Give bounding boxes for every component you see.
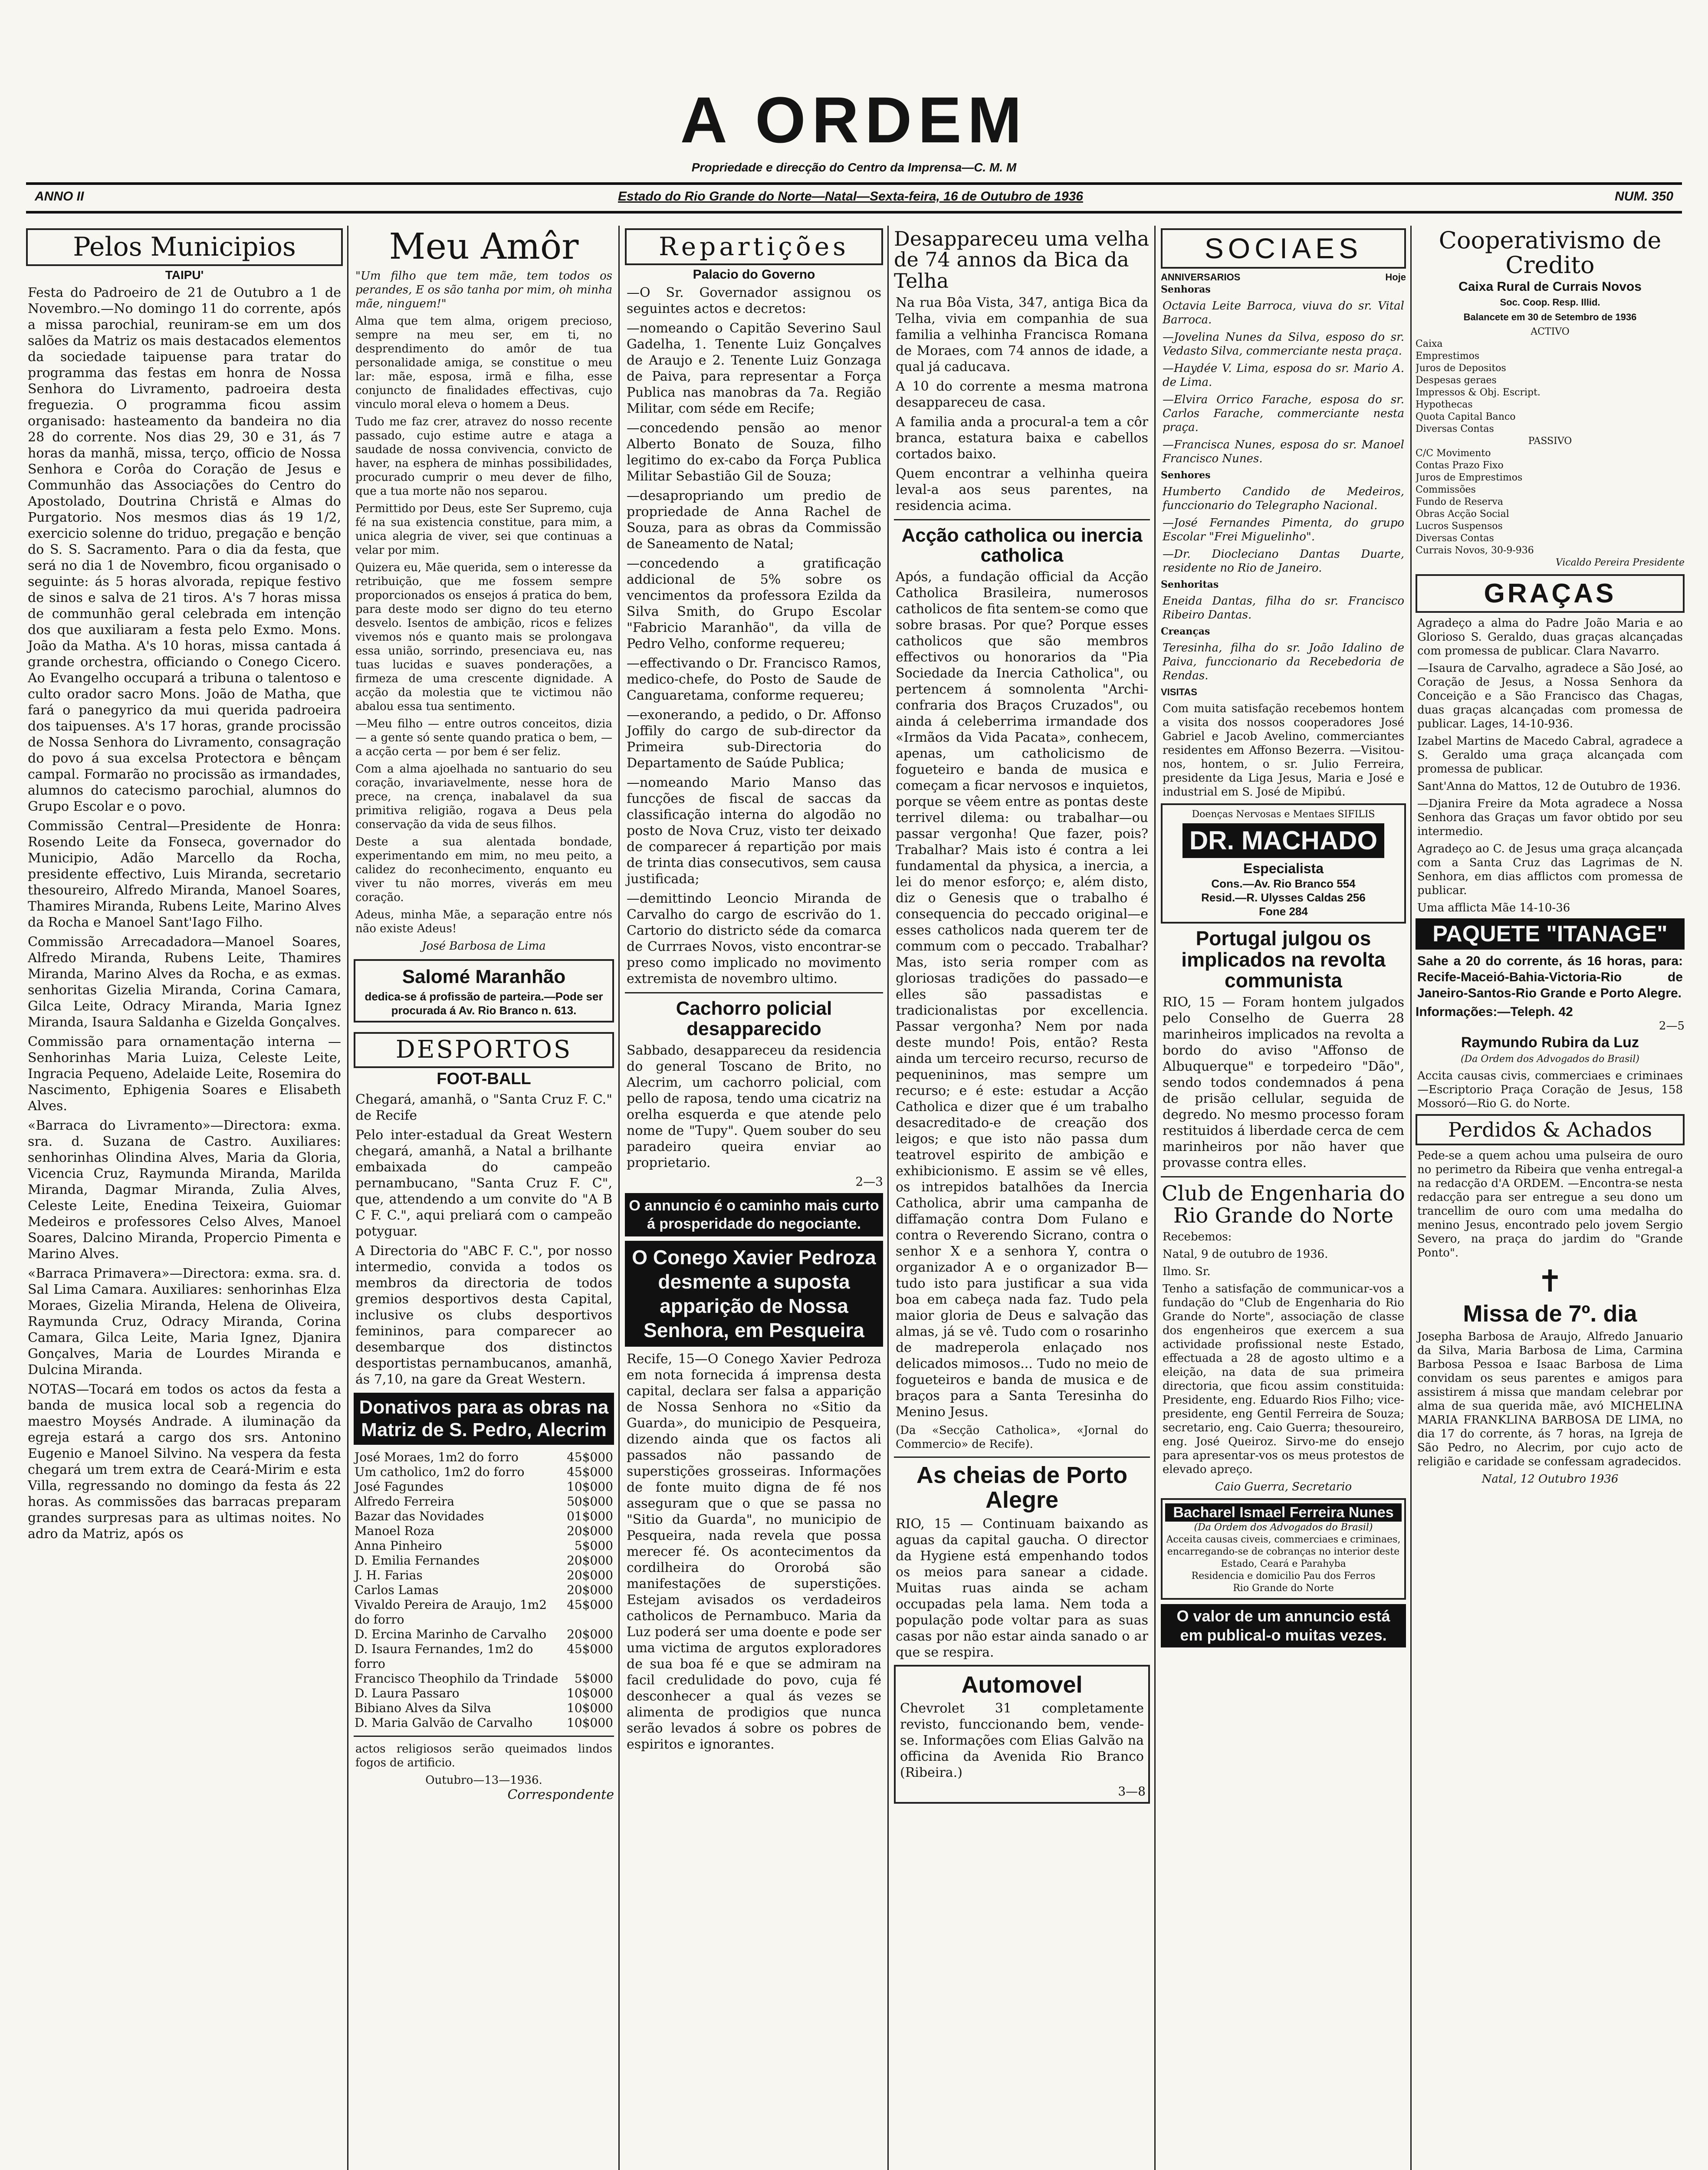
column-sociaes xyxy=(1161,226,1406,2170)
ad-raymundo-subtitle: (Da Ordem dos Advogados do Brasil) xyxy=(1461,1053,1639,1065)
donor-name: D. Ercina Marinho de Carvalho xyxy=(355,1627,547,1641)
section-title-desportos: DESPORTOS xyxy=(354,1032,614,1068)
donations-title: Donativos para as obras na Matriz de S. Pedro, Alecrim xyxy=(354,1393,614,1445)
column-desappareceu xyxy=(894,226,1150,2170)
ad-address: Rio Grande do Norte xyxy=(1233,1582,1334,1594)
donation-value: 20$000 xyxy=(567,1627,613,1641)
article-paragraph: Recebemos: xyxy=(1163,1230,1232,1243)
article-paragraph: Commissão para ornamentação interna — Senhorinhas Maria Luiza, Celeste Leite, Ingracia Pequeno, Adelaide Leite, Rosemira do Nascimento, Ephigenia Soares e Elisabeth Alves. xyxy=(28,1034,341,1114)
article-paragraph: —concedendo a gratificação addicional de 5% sobre os vencimentos da professora Ezilda da Silva Smith, do Grupo Escolar "Fabricio Maranhão", da villa de Pedro Velho, conforme requereu; xyxy=(627,556,881,652)
section-subtitle: Palacio do Governo xyxy=(693,267,815,282)
ad-paquete-info: Informações:—Teleph. 42 xyxy=(1416,1004,1573,1019)
donation-row xyxy=(354,1642,614,1671)
article-paragraph: Pelo inter-estadual da Great Western chegará, amanhã, a Natal a brilhante embaixada do campeão pernambucano, "Santa Cruz F. C", que, attendendo a um convite do "A B C F. C.", aqui preliará com o campeão potyguar. xyxy=(355,1127,612,1239)
donor-name: D. Isaura Fernandes, 1m2 do forro xyxy=(355,1641,533,1671)
balance-row: Emprestimos xyxy=(1416,350,1480,362)
article-paragraph: Tudo me faz crer, atravez do nosso recente passado, cujo estime autre e ataga a saudade de nossa convivencia, convicto de haver, na esphera de minhas possibilidades, procurado cumprir o meu dever de filho, que a tua morte não nos separou. xyxy=(355,415,612,498)
article-title-meu-amor: Meu Amôr xyxy=(389,226,579,267)
ad-subtitle: Especialista xyxy=(1243,861,1324,877)
donation-row xyxy=(354,1539,614,1553)
donor-name: Manoel Roza xyxy=(355,1523,435,1538)
donation-row xyxy=(354,1686,614,1701)
social-entry: Teresinha, filha do sr. João Idalino de Paiva, funccionario da Recebedoria de Rendas. xyxy=(1163,641,1404,683)
column-cooperativismo xyxy=(1416,226,1685,2170)
donation-value: 10$000 xyxy=(567,1715,613,1730)
donation-value: 20$000 xyxy=(567,1582,613,1597)
ad-title: Salomé Maranhão xyxy=(402,966,566,988)
article-paragraph: —Meu filho — entre outros conceitos, dizia — a gente só sente quando pratica o bem, — a acção certa — por bem é ser feliz. xyxy=(355,717,612,759)
donor-name: Francisco Theophilo da Trindade xyxy=(355,1671,558,1686)
article-paragraph: Tenho a satisfação de communicar-vos a fundação do "Club de Engenharia do Rio Grande do Norte", associação de classe dos engenheiros que exercem a sua actividade profissional neste Estado, effectuada a 28 de agosto ultimo e a eleição, na data de sua primeira directoria, que ficou assim constituida: Presidente, eng. Eduardo Rios Filho; vice-presidente, eng Gentil Ferreira de Souza; secretario, eng. Caio Guerra; thesoureiro, eng. José Queiroz. Sirvo-me do ensejo para apresentar-vos os meus protestos de elevado apreço. xyxy=(1163,1282,1404,1476)
gracas-entry: Sant'Anna do Mattos, 12 de Outubro de 1936. xyxy=(1417,779,1681,793)
anniversaries-header xyxy=(1161,271,1406,283)
balance-row: Commissões xyxy=(1416,484,1476,495)
balance-row: Despesas geraes xyxy=(1416,375,1497,386)
donation-row xyxy=(354,1450,614,1465)
ad-reference: 3—8 xyxy=(1118,1784,1146,1799)
article-paragraph: Alma que tem alma, origem precioso, sempre na meu ser, em ti, no desprendimento do amôr de tua personalidade amiga, se constitue o meu lar: mãe, esposa, irmã e filha, esse conjuncto de finalidades effectivas, cujo vinculo moral eleva o homem a Deus. xyxy=(355,315,612,411)
article-paragraph: —O Sr. Governador assignou os seguintes actos e decretos: xyxy=(627,285,881,317)
balance-row: Hypothecas xyxy=(1416,399,1473,410)
balance-row: Obras Acção Social xyxy=(1416,508,1509,519)
article-title-missa: Missa de 7º. dia xyxy=(1463,1300,1637,1327)
ad-address: Residencia e domicilio Pau dos Ferros xyxy=(1191,1570,1376,1581)
ad-raymundo-title: Raymundo Rubira da Luz xyxy=(1461,1034,1639,1051)
issue-year: ANNO II xyxy=(35,189,84,204)
section-title-cooperativismo: Cooperativismo de Credito xyxy=(1439,227,1662,279)
gracas-entry: Uma afflicta Mãe 14-10-36 xyxy=(1417,901,1570,914)
article-paragraph: «Barraca do Livramento»—Directora: exma. sra. d. Suzana de Castro. Auxiliares: senhorinhas Olindina Alves, Maria da Gloria, Vicencia Cruz, Raymunda Miranda, Marilda Miranda, Dagmar Miranda, Zulia Alves, Celeste Leite, Enedina Teixeira, Guiomar Medeiros e professores Celso Alves, Manoel Soares, Dalcino Miranda, Propercio Pimenta e Marino Alves. xyxy=(28,1118,341,1262)
donor-name: José Moraes, 1m2 do forro xyxy=(355,1450,519,1464)
group-label: Senhores xyxy=(1161,470,1211,481)
donor-name: Alfredo Ferreira xyxy=(355,1494,455,1509)
donation-value: 5$000 xyxy=(574,1538,613,1553)
article-title-accao: Acção catholica ou inercia catholica xyxy=(901,524,1143,566)
balance-row: Impressos & Obj. Escript. xyxy=(1416,387,1540,398)
article-paragraph: RIO, 15 — Foram hontem julgados pelo Conselho de Guerra 28 marinheiros implicados na revolta a bordo do aviso "Affonso de Albuquerque" e torpedeiro "Dão", sendo todos condemnados á pena de prisão cellular, seguida de degredo. No mesmo processo foram restituidos á liberdade cerca de cem marinheiros por não haver que provasse contra elles. xyxy=(1163,995,1404,1171)
donation-value: 10$000 xyxy=(567,1479,613,1494)
balance-row: Juros de Emprestimos xyxy=(1416,472,1523,483)
gracas-entry: Agradeço ao C. de Jesus uma graça alcançada com a Santa Cruz das Lagrimas de N. Senhora, em dias afflictos com promessa de publicar. xyxy=(1417,842,1683,897)
section-title-reparticoes: Repartições xyxy=(625,228,883,265)
article-paragraph: —exonerando, a pedido, o Dr. Affonso Joffily do cargo de sub-director da Primeira sub-Directoria do Departamento de Saúde Publica; xyxy=(627,707,881,771)
article-date: Natal, 9 de outubro de 1936. xyxy=(1163,1247,1328,1261)
social-entry: —José Fernandes Pimenta, do grupo Escolar "Frei Miguelinho". xyxy=(1163,516,1404,544)
ad-title: DR. MACHADO xyxy=(1182,823,1384,858)
caixa-title: Caixa Rural de Currais Novos xyxy=(1458,279,1642,294)
article-paragraph: —nomeando Mario Manso das funcções de fiscal de saccas da classificação interna do algodão no posto de Nova Cruz, visto ter deixado de comparecer á repartição por mais de trinta dias consecutivos, sem causa justificada; xyxy=(627,775,881,887)
article-paragraph: Adeus, minha Mãe, a separação entre nós não existe Adeus! xyxy=(355,908,612,936)
article-title-cachorro: Cachorro policial desapparecido xyxy=(676,998,832,1039)
donation-row xyxy=(354,1568,614,1583)
ad-paquete-title: PAQUETE "ITANAGE" xyxy=(1416,918,1685,950)
column-reparticoes xyxy=(625,226,883,2170)
article-paragraph: A 10 do corrente a mesma matrona desappareceu de casa. xyxy=(896,378,1148,410)
article-date: Natal, 12 Outubro 1936 xyxy=(1481,1472,1619,1486)
section-subtitle: FOOT-BALL xyxy=(437,1070,531,1088)
donation-value: 50$000 xyxy=(567,1494,613,1509)
column-municipios xyxy=(26,226,343,2170)
article-paragraph: —effectivando o Dr. Francisco Ramos, medico-chefe, do Posto de Saude de Canguaretama, conforme requereu; xyxy=(627,656,881,704)
ad-subtitle: (Da Ordem dos Advogados do Brasil) xyxy=(1194,1522,1373,1533)
ad-phone: Fone 284 xyxy=(1259,905,1308,918)
column-rule xyxy=(347,226,348,2170)
ad-annuncio: O annuncio é o caminho mais curto á prosperidade do negociante. xyxy=(625,1193,883,1236)
donation-row xyxy=(354,1716,614,1730)
today-label: Hoje xyxy=(1385,272,1406,283)
article-paragraph: Quem encontrar a velhinha queira leval-a aos seus parentes, na residencia acima. xyxy=(896,466,1148,513)
ad-reference: 2—5 xyxy=(1659,1019,1685,1032)
newspaper-title: A ORDEM xyxy=(680,83,1028,156)
ad-body: Chevrolet 31 completamente revisto, funccionando bem, vende-se. Informações com Elias Galvão na officina da Avenida Rio Branco (Ribeira.) xyxy=(900,1701,1144,1781)
ad-specialty: Doenças Nervosas e Mentaes SIFILIS xyxy=(1192,809,1375,820)
issue-date: Estado do Rio Grande do Norte—Natal—Sexta-feira, 16 de Outubro de 1936 xyxy=(618,189,1083,204)
social-entry: —Dr. Diocleciano Dantas Duarte, residente no Rio de Janeiro. xyxy=(1163,548,1404,575)
divider xyxy=(354,1736,614,1737)
donation-value: 20$000 xyxy=(567,1553,613,1568)
column-rule xyxy=(887,226,889,2170)
social-entry: —Francisca Nunes, esposa do sr. Manoel Francisco Nunes. xyxy=(1163,438,1404,466)
donation-value: 20$000 xyxy=(567,1568,613,1582)
divider xyxy=(625,992,883,993)
donation-row xyxy=(354,1465,614,1480)
gracas-entry: Agradeço a alma do Padre João Maria e ao Glorioso S. Geraldo, duas graças alcançadas com promessa de publicar. Clara Navarro. xyxy=(1417,616,1683,658)
signature: José Barbosa de Lima xyxy=(422,940,546,953)
column-rule xyxy=(1154,226,1156,2170)
article-paragraph: Recife, 15—O Conego Xavier Pedroza em nota fornecida á imprensa desta capital, declara ser falsa a apparição de Nossa Senhora no «Sitio da Guarda», do municipio de Pesqueira, dizendo ainda que os factos ali passados não passando de superstições grosseiras. Informações de fonte muito digna de fé nos asseguram que o que se passa no "Sitio da Guarda", no municipio de Pesqueira, nada revela que possa merecer fé. Os acontecimentos da cordilheira do Ororobá são manifestações de superstições. Estejam avisados os verdadeiros catholicos de Pernambuco. Maria da Luz poderá ser uma doente e pode ser uma victima de argutos exploradores de sua boa fé e que se admiram na facil credulidade do povo, cuja fé desconhecer a qual ás vezes se alimenta de prodigios que nunca serão levados á sobre os pobres de espiritos e ignorantes. xyxy=(627,1351,881,1752)
section-title-gracas: GRAÇAS xyxy=(1416,574,1685,613)
article-paragraph: A familia anda a procural-a tem a côr branca, estatura baixa e cabellos cortados baixo. xyxy=(896,414,1148,462)
ad-paquete-body: Sahe a 20 do corrente, ás 16 horas, para: Recife-Maceió-Bahia-Victoria-Rio de Janeiro-Santos-Rio Grande e Porto Alegre. xyxy=(1417,953,1683,1000)
article-title-velha: Desappareceu uma velha de 74 annos da Bica da Telha xyxy=(894,227,1150,293)
social-entry: Octavia Leite Barroca, viuva do sr. Vital Barroca. xyxy=(1163,299,1404,327)
social-entry: Humberto Candido de Medeiros, funccionario do Telegrapho Nacional. xyxy=(1163,485,1404,513)
social-entry: —Jovelina Nunes da Silva, esposo do sr. Vedasto Silva, commerciante nesta praça. xyxy=(1163,331,1404,358)
article-title-cheias: As cheias de Porto Alegre xyxy=(916,1462,1128,1513)
balance-row: Diversas Contas xyxy=(1416,423,1494,434)
signature: Caio Guerra, Secretario xyxy=(1215,1480,1352,1493)
group-label: Creanças xyxy=(1161,626,1210,638)
donor-name: J. H. Farias xyxy=(355,1568,423,1582)
donor-name: Bazar das Novidades xyxy=(355,1509,484,1523)
article-paragraph: Ilmo. Sr. xyxy=(1163,1265,1211,1278)
donation-row xyxy=(354,1583,614,1598)
correspondent-sign: Correspondente xyxy=(507,1787,614,1802)
ad-title: Bacharel Ismael Ferreira Nunes xyxy=(1165,1503,1402,1522)
donation-row xyxy=(354,1671,614,1686)
article-title-club: Club de Engenharia do Rio Grande do Norte xyxy=(1162,1181,1405,1228)
ad-address: Resid.—R. Ulysses Caldas 256 xyxy=(1201,891,1366,904)
epigraph: "Um filho que tem mãe, tem todos os perandes, E os são tanha por mim, oh minha mãe, ninguem!" xyxy=(355,270,612,311)
section-title-municipios: Pelos Municipios xyxy=(26,228,343,266)
ad-reference: 2—3 xyxy=(855,1174,883,1189)
balance-row: Caixa xyxy=(1416,338,1443,349)
article-date: Outubro—13—1936. xyxy=(425,1773,542,1787)
donation-row xyxy=(354,1553,614,1568)
article-paragraph: Permittido por Deus, este Ser Supremo, cuja fé na sua existencia constitue, para mim, a unica alegria de viver, sei que continuas a velar por mim. xyxy=(355,502,612,557)
activo-label: ACTIVO xyxy=(1531,326,1570,337)
ad-body: dedica-se á profissão de parteira.—Pode ser procurada á Av. Rio Branco n. 613. xyxy=(365,990,603,1017)
issue-number: NUM. 350 xyxy=(1614,189,1673,204)
donation-value: 10$000 xyxy=(567,1686,613,1700)
article-paragraph: Commissão Arrecadadora—Manoel Soares, Alfredo Miranda, Rubens Leite, Thamires Miranda, Marino Alves da Rocha, e as exmas. senhoritas Gizelia Miranda, Corina Camara, Gilca Leite, Odracy Miranda, Maria Ignez Miranda, Isaura Saldanha e Gizelda Gonçalves. xyxy=(28,934,341,1030)
balance-row: Juros de Depositos xyxy=(1416,362,1506,374)
donation-value: 45$000 xyxy=(567,1464,613,1479)
article-paragraph: «Barraca Primavera»—Directora: exma. sra. d. Sal Lima Camara. Auxiliares: senhorinhas Elza Moraes, Gizelia Miranda, Helena de Oliveira, Raymunda Cruz, Odracy Miranda, Corina Camara, Gilca Leite, Maria Ignez, Djanira Gonçalves, Maria de Lourdes Miranda e Dulcina Miranda. xyxy=(28,1266,341,1378)
donor-name: D. Laura Passaro xyxy=(355,1686,460,1700)
newspaper-subtitle: Propriedade e direcção do Centro da Imprensa—C. M. M xyxy=(691,161,1017,174)
balance-row: Lucros Suspensos xyxy=(1416,520,1503,532)
passivo-list xyxy=(1416,447,1685,545)
donor-name: Bibiano Alves da Silva xyxy=(355,1700,491,1715)
article-paragraph: actos religiosos serão queimados lindos fogos de artificio. xyxy=(355,1742,612,1769)
balance-row: Contas Prazo Fixo xyxy=(1416,460,1504,471)
column-rule xyxy=(618,226,620,2170)
article-paragraph: Commissão Central—Presidente de Honra: Rosendo Leite da Fonseca, governador do Municipio, Adão Marcello da Rocha, presidente effectivo, Luis Miranda, secretario thesoureiro, Alfredo Miranda, Manoel Soares, Thamires Miranda, Rubens Leite, Marino Alves da Rocha e Manoel Sant'Iago Filho. xyxy=(28,819,341,930)
column-meu-amor xyxy=(354,226,614,2170)
visitas-label: VISITAS xyxy=(1161,687,1197,698)
article-paragraph: Deste a sua alentada bondade, experimentando em mim, no meu peito, a calidez do reconhecimento, enquanto eu viver tu não morres, viverás em meu coração. xyxy=(355,835,612,904)
donation-value: 10$000 xyxy=(567,1700,613,1715)
ad-raymundo-body: Accita causas civis, commerciaes e criminaes—Escriptorio Praça Coração de Jesus, 158 Mossoró—Rio G. do Norte. xyxy=(1417,1069,1683,1110)
section-title-sociaes: SOCIAES xyxy=(1161,228,1406,269)
donation-value: 45$000 xyxy=(567,1450,613,1464)
donor-name: Anna Pinheiro xyxy=(355,1538,442,1553)
article-lede: Chegará, amanhã, o "Santa Cruz F. C." de Recife xyxy=(355,1092,612,1123)
gracas-entry: —Isaura de Carvalho, agradece a São José, ao Coração de Jesus, a Nossa Senhora da Conceição e a São Francisco das Chagas, duas graças alcançadas com promessa de publicar. Lages, 14-10-936. xyxy=(1417,661,1683,730)
donor-name: Vivaldo Pereira de Araujo, 1m2 do forro xyxy=(355,1597,547,1627)
section-title-perdidos: Perdidos & Achados xyxy=(1416,1114,1685,1145)
article-paragraph: Após, a fundação official da Acção Catholica Brasileira, numerosos catholicos de fita sentem-se como que sobre brasas. Por que? Porque esses catholicos que são membros effectivos ou honorarios da "Pia Sociedade da Inercia Catholica", ou pertencem á somnolenta "Archi-confraria dos Braços Cruzados", ou ainda á celeberrima irmandade dos «Irmãos da Vida Pacata», conhecem, apenas, um catholicismo de fogueteiro e banda de musica e começam a ficar nervosos e inquietos, porque se vêem entre as pontas deste terrivel dilema: ou trabalhar—ou passar vergonha! Que fazer, pois? Trabalhar? Mais isto é contra a lei fundamental da physica, a inercia, a lei do menor esforço; e, além disto, diz o Genesis que o trabalho é consequencia do peccado original—e esses catholicos nada querem ter de commum com o peccado. Trabalhar? Mas, isto seria romper com as gloriosas tradições do passado—e elles são passadistas e tradicionalistas por excellencia. Passar vergonha? Nem por nada deste mundo! Pois, então? Resta ainda um terceiro recurso, recurso de pequenininos, mas sempre um recurso; e é este: estudar a Acção Catholica e dizer que é um trabalho desacreditado-e de creação dos leigos; e que isto não passa dum teatrovel espirito de ambição e exhibicionismo. E assim se vê elles, os intrepidos batalhões da Inercia Catholica, abrir uma campanha de diffamação contra Dom Fulano e contra o Reverendo Sicrano, contra o senhor X e a senhora Y, contra o organizador A e o organizador B—tudo isto para justificar a sua vida boa em cabeça nada faz. Tudo pela maior gloria de Deus e salvação das almas, já se vê. Tudo com o rosarinho de madreperola enlaçado nos delicados mimosos... Tudo no meio de fogueteiros e banda de musica e de braços para a Santa Teresinha do Menino Jesus. xyxy=(896,569,1148,1420)
gracas-entry: Izabel Martins de Macedo Cabral, agradece a S. Geraldo uma graça alcançada com promessa de publicar. xyxy=(1417,734,1683,776)
article-source: (Da «Secção Catholica», «Jornal do Commercio» de Recife). xyxy=(896,1424,1148,1451)
donation-row xyxy=(354,1701,614,1716)
donation-row xyxy=(354,1598,614,1627)
caixa-subtitle: Soc. Coop. Resp. Illid. xyxy=(1500,296,1600,308)
donation-value: 45$000 xyxy=(567,1641,613,1656)
donor-name: Carlos Lamas xyxy=(355,1582,439,1597)
balancete-title: Balancete em 30 de Setembro de 1936 xyxy=(1463,311,1637,322)
social-entry: —Elvira Orrico Farache, esposa do sr. Carlos Farache, commerciante nesta praça. xyxy=(1163,393,1404,434)
donation-value: 5$000 xyxy=(574,1671,613,1686)
social-entry: Eneida Dantas, filha do sr. Francisco Ribeiro Dantas. xyxy=(1163,595,1404,622)
donor-name: D. Emilia Fernandes xyxy=(355,1553,480,1568)
article-title-portugal: Portugal julgou os implicados na revolta communista xyxy=(1181,927,1386,992)
balancete-signature: Vicaldo Pereira Presidente xyxy=(1555,557,1685,568)
article-paragraph: —concedendo pensão ao menor Alberto Bonato de Souza, filho legitimo do ex-cabo da Força Publica Militar Sebastião Gil de Souza; xyxy=(627,421,881,484)
balance-row: Quota Capital Banco xyxy=(1416,411,1516,422)
article-paragraph: Sabbado, desappareceu da residencia do general Toscano de Brito, no Alecrim, um cachorro policial, com pello de raposa, tendo uma cicatriz na orelha esquerda e que atende pelo nome de "Tupy". Quem souber do seu paradeiro queira enviar ao proprietario. xyxy=(627,1042,881,1170)
cross-icon: ✝ xyxy=(1537,1263,1563,1299)
group-label: Senhoras xyxy=(1161,284,1211,296)
donation-value: 01$000 xyxy=(567,1509,613,1523)
article-paragraph: —nomeando o Capitão Severino Saul Gadelha, 1. Tenente Luiz Gonçalves de Araujo e 2. Tenente Luiz Gonzaga de Paiva, para representar a Força Publica nas manobras da 7a. Região Militar, com séde em Recife; xyxy=(627,321,881,417)
article-paragraph: —desapropriando um predio de propriedade de Anna Rachel de Souza, para as obras da Commissão de Saneamento de Natal; xyxy=(627,488,881,552)
anniversaries-label: ANNIVERSARIOS xyxy=(1161,272,1241,283)
article-title-xavier: O Conego Xavier Pedroza desmente a suposta apparição de Nossa Senhora, em Pesqueira xyxy=(625,1241,883,1347)
donor-name: D. Maria Galvão de Carvalho xyxy=(355,1715,533,1730)
article-paragraph: Pede-se a quem achou uma pulseira de ouro no perimetro da Ribeira que venha entregal-a na redacção d'A ORDEM. —Encontra-se nesta redacção para ser entregue a seu dono um trancellim de ouro com uma medalha do menino Jesus, encontrado pelo jovem Sergio Severo, na praça do jardim do "Grande Ponto". xyxy=(1417,1149,1683,1259)
place-heading: TAIPU' xyxy=(165,268,204,282)
article-paragraph: —demittindo Leoncio Miranda de Carvalho do cargo de escrivão do 1. Cartorio do districto séde da comarca de Currraes Novos, visto encontrar-se preso como implicado no movimento extremista de novembro ultimo. xyxy=(627,891,881,987)
donation-row xyxy=(354,1524,614,1539)
ad-address: Cons.—Av. Rio Branco 554 xyxy=(1211,877,1356,891)
article-paragraph: Quizera eu, Mãe querida, sem o interesse da retribuição, que me fossem sempre proporcionados os ensejos á pratica do bem, para deste modo ser digno do teu eterno desvelo. Isentos de ambição, ricos e felizes vivemos nós e quanto mais se prolongava essa união, sorrindo, presenciava eu, nas tuas lucidas e suaves ponderações, a firmeza de uma crescente dignidade. A acção da molestia que te victimou não abalou essa tua sentimento. xyxy=(355,561,612,713)
divider xyxy=(1161,1176,1406,1177)
ad-body: Acceita causas civeis, commerciaes e criminaes, encarregando-se de cobranças no interior deste Estado, Ceará e Parahyba xyxy=(1166,1534,1401,1569)
donations-table xyxy=(354,1450,614,1730)
article-paragraph: RIO, 15 — Continuam baixando as aguas da capital gaucha. O director da Hygiene está empenhando todos os meios para sanear a cidade. Muitas ruas ainda se acham occupadas pela lama. Nem toda a população pode voltar para as suas casas por não estar ainda sanado o ar que se respira. xyxy=(896,1516,1148,1660)
social-entry: —Haydée V. Lima, esposa do sr. Mario A. de Lima. xyxy=(1163,362,1404,389)
ad-dr-machado xyxy=(1161,803,1406,924)
article-paragraph: Com a alma ajoelhada no santuario do seu coração, invariavelmente, nesse hora de prece, na crença, inabalavel da sua primitiva religião, rogava a Deus pela conservação da vida de seus filhos. xyxy=(355,763,612,832)
article-paragraph: A Directoria do "ABC F. C.", por nosso intermedio, convida a todos os membros da directoria de todos gremios desportivos desta Capital, inclusive os clubs desportivos femininos, para comparecer ao desembarque dos distinctos desportistas pernambucanos, amanhã, ás 7,10, na gare da Great Western. xyxy=(355,1243,612,1387)
article-paragraph: NOTAS—Tocará em todos os actos da festa a banda de musica local sob a regencia do maestro Moysés Andrade. A iluminação da egreja estará a cargo dos srs. Antonino Eugenio e Manoel Silvino. Na vespera da festa chegará um trem extra de Ceará-Mirim e esta Villa, regressando no domingo da festa ás 22 horas. As commissões das barracas preparam grandes surpresas para as ultimas noites. No adro da Matriz, após os xyxy=(28,1382,341,1542)
balance-row: Fundo de Reserva xyxy=(1416,496,1503,507)
donor-name: José Fagundes xyxy=(355,1479,443,1494)
article-paragraph: Josepha Barbosa de Araujo, Alfredo Januario da Silva, Maria Barbosa de Lima, Carmina Barbosa Pessoa e Isaac Barbosa de Lima convidam os seus parentes e amigos para assistirem á missa que mandam celebrar por alma de sua querida mãe, avó MICHELINA MARIA FRANKLINA BARBOSA DE LIMA, no dia 17 do corrente, ás 7 horas, na Igreja de São Pedro, no Alecrim, por cujo acto de religião e caridade se confessam agradecidos. xyxy=(1417,1330,1683,1468)
article-paragraph: Na rua Bôa Vista, 347, antiga Bica da Telha, vivia em companhia de sua familia a velhinha Francisca Romana de Moraes, com 74 annos de idade, a qual já caducava. xyxy=(896,295,1148,375)
column-rule xyxy=(1410,226,1412,2170)
donor-name: Um catholico, 1m2 do forro xyxy=(355,1464,525,1479)
donation-row xyxy=(354,1509,614,1524)
donation-row xyxy=(354,1480,614,1494)
ad-automovel xyxy=(894,1665,1150,1804)
ad-bacharel xyxy=(1161,1498,1406,1600)
donation-value: 45$000 xyxy=(567,1597,613,1612)
gracas-entry: —Djanira Freire da Mota agradece a Nossa Senhora das Graças um favor obtido por seu intermedio. xyxy=(1417,797,1683,838)
donation-row xyxy=(354,1494,614,1509)
ad-salome xyxy=(354,959,614,1023)
social-entry: Com muita satisfação recebemos hontem a visita dos nossos cooperadores José Gabriel e Jacob Avelino, commerciantes residentes em Affonso Bezerra. —Visitou-nos, hontem, o sr. Julio Ferreira, presidente da Liga Jesus, Maria e José e industrial em S. José de Mipibú. xyxy=(1163,702,1404,799)
ad-valor: O valor de um annuncio está em publical-o muitas vezes. xyxy=(1161,1604,1406,1647)
dateline-bar xyxy=(26,182,1682,214)
group-label: Senhoritas xyxy=(1161,579,1219,591)
divider xyxy=(894,519,1150,520)
balance-row: Diversas Contas xyxy=(1416,533,1494,544)
donation-row xyxy=(354,1627,614,1642)
ad-title: Automovel xyxy=(961,1671,1083,1698)
donation-value: 20$000 xyxy=(567,1523,613,1538)
activo-list xyxy=(1416,338,1685,435)
balance-row: C/C Movimento xyxy=(1416,447,1491,459)
passivo-label: PASSIVO xyxy=(1528,435,1572,447)
divider xyxy=(894,1457,1150,1458)
balancete-place: Currais Novos, 30-9-936 xyxy=(1416,545,1534,556)
article-paragraph: Festa do Padroeiro de 21 de Outubro a 1 de Novembro.—No domingo 11 do corrente, após a missa parochial, reuniram-se em um dos salões da Matriz os mais destacados elementos da sociedade taipuense para tratar do programma das festas em honra de Nossa Senhora do Livramento, padroeira desta freguezia. O programma ficou assim organisado: hasteamento da bandeira no dia 28 do corrente. Nos dias 29, 30 e 31, ás 7 horas da manhã, missa, terço, officio de Nossa Senhora e Corôa do Coração de Jesus e Communhão das Associações do Centro do Apostolado, Doutrina Christã e Almas do Purgatorio. Nos mesmos dias ás 19 1/2, exercicio solenne do triduo, pregação e benção do S. S. Sacramento. Para o dia da festa, que será no dia 1 de Novembro, ficou organisado o seguinte: ás 5 horas alvorada, repique festivo de sinos e salva de 21 tiros. A's 7 horas missa de communhão geral celebrada em intenção dos que auxiliaram a festa pelo Exmo. Mons. João da Matha. A's 10 horas, missa cantada á grande orchestra, officiando o Conego Cicero. Ao Evangelho occupará a tribuna o talentoso e culto orador sacro Mons. João de Matha, que fará o panegyrico da mui querida padroeira dos taipuenses. A's 17 horas, grande procissão de Nossa Senhora do Livramento, consagração do povo á sua excelsa Protectora e bênçam campal. Formarão no procissão as irmandades, alumnos do catecismo parochial, alumnos do Grupo Escolar e o povo. xyxy=(28,285,341,815)
